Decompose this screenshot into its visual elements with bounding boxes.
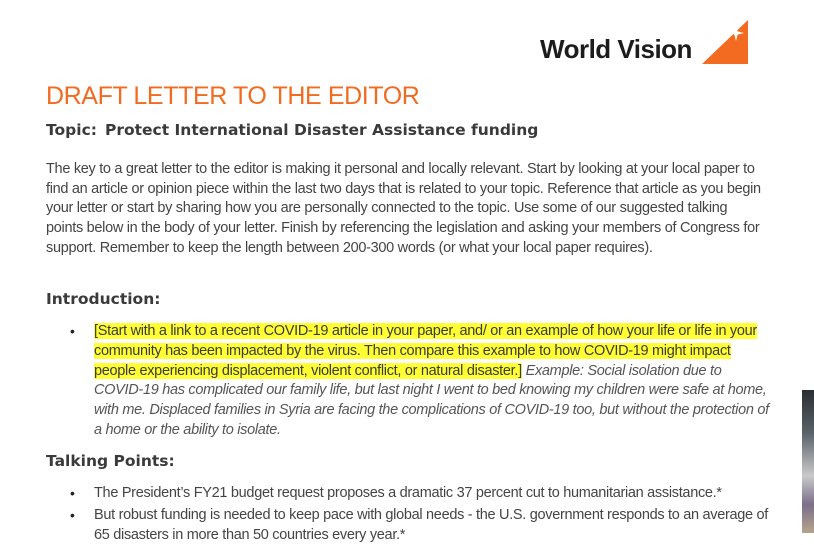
introduction-list — [70, 322, 770, 441]
partial-photo — [802, 390, 814, 533]
example-text: Example: Social isolation due to COVID-19 has complicated our family life, but last night I went to bed knowing my children were safe at home, with me. Displaced families in Syria are facing the complications of COVID-19 too, but without the protection of a home or the ability to isolate. — [94, 362, 769, 438]
introduction-heading: Introduction: — [46, 290, 161, 308]
talking-points-list — [70, 484, 770, 545]
logo-text: World Vision — [540, 34, 692, 64]
world-vision-logo — [540, 20, 750, 66]
page-title: DRAFT LETTER TO THE EDITOR — [46, 82, 420, 110]
talking-points-heading: Talking Points: — [46, 452, 175, 470]
list-item — [70, 322, 770, 441]
instructions-paragraph: The key to a great letter to the editor is making it personal and locally relevant. Start by looking at your local paper to find an article or opinion piece within the last two days that is related to your topic. Reference that article as you begin your letter or start by sharing how you are personally connected to the topic. Use some of our suggested talking points below in the body of your letter. Finish by referencing the legislation and asking your members of Congress for support. Remember to keep the length between 200-300 words (or what your local paper requires). — [46, 161, 761, 256]
topic-label: Topic: — [46, 121, 97, 139]
list-item — [70, 484, 770, 504]
highlighted-instruction: [Start with a link to a recent COVID-19 article in your paper, and/ or an example of how your life or life in your community has been impacted by the virus. Then compare this example to how COVID-19 might impact people experiencing displacement, violent conflict, or natural disaster.] — [94, 323, 757, 379]
talking-point-text: The President’s FY21 budget request proposes a dramatic 37 percent cut to humanitarian assistance.* — [94, 485, 722, 501]
topic-line — [46, 121, 538, 139]
bullet-icon: • — [70, 323, 75, 339]
list-item — [70, 506, 770, 545]
talking-point-text: But robust funding is needed to keep pace with global needs - the U.S. government responds to an average of 65 disasters in more than 50 countries every year.* — [94, 506, 769, 543]
logo-star-icon — [702, 20, 748, 64]
topic-value: Protect International Disaster Assistance funding — [104, 121, 539, 139]
bullet-icon: • — [70, 485, 75, 501]
bullet-icon: • — [70, 506, 75, 523]
